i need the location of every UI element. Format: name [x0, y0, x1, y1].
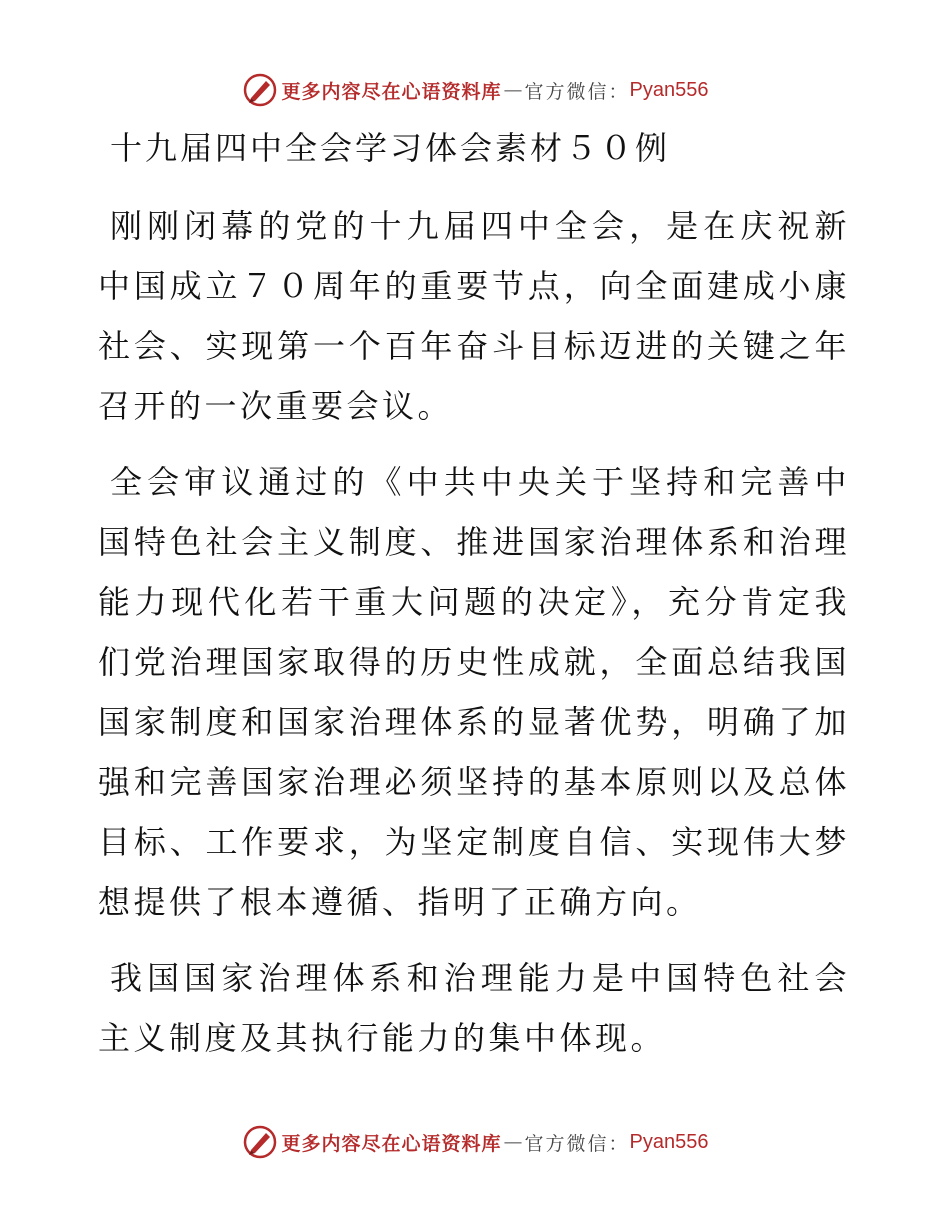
- header-watermark: [0, 72, 950, 108]
- watermark-brand: 更多内容尽在心语资料库: [281, 80, 502, 103]
- watermark-wechat-id: Pyan556: [629, 1130, 709, 1153]
- watermark-dash: —: [503, 79, 523, 101]
- watermark-wechat-id: Pyan556: [629, 78, 709, 101]
- pen-logo-icon: [242, 1124, 278, 1160]
- footer-watermark: [0, 1124, 950, 1160]
- watermark-wechat-label: 官方微信：: [524, 1132, 630, 1155]
- paragraph-1: 刚刚闭幕的党的十九届四中全会，是在庆祝新中国成立７０周年的重要节点，向全面建成小康社会、实现第一个百年奋斗目标迈进的关键之年召开的一次重要会议。: [98, 207, 850, 425]
- watermark-wechat-label: 官方微信：: [524, 80, 630, 103]
- watermark-dash: —: [503, 1131, 523, 1153]
- paragraph-2: 全会审议通过的《中共中央关于坚持和完善中国特色社会主义制度、推进国家治理体系和治理能力现代化若干重大问题的决定》，充分肯定我们党治理国家取得的历史性成就，全面总结我国国家制度和国家治理体系的显著优势，明确了加强和完善国家治理必须坚持的基本原则以及总体目标、工作要求，为坚定制度自信、实现伟大梦想提供了根本遵循、指明了正确方向。: [98, 463, 850, 921]
- watermark-brand: 更多内容尽在心语资料库: [281, 1132, 502, 1155]
- paragraph-3: 我国国家治理体系和治理能力是中国特色社会主义制度及其执行能力的集中体现。: [98, 959, 850, 1057]
- document-title: 十九届四中全会学习体会素材５０例: [110, 129, 671, 167]
- document-body: [98, 196, 850, 1084]
- pen-logo-icon: [242, 72, 278, 108]
